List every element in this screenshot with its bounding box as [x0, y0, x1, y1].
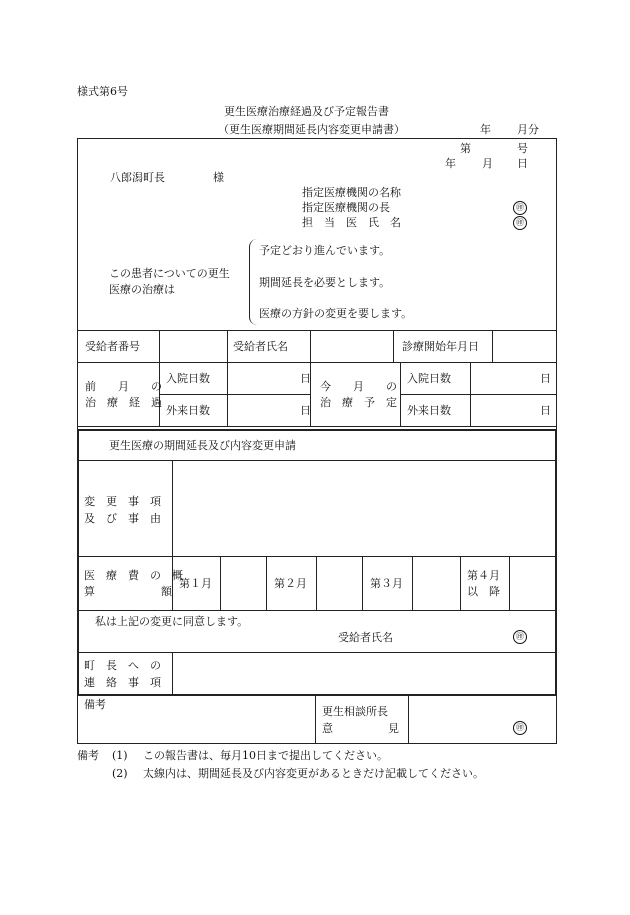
seal-mark: ㊞: [513, 721, 527, 735]
curr-outpatient-days-label: 外来日数: [407, 404, 451, 417]
patient-statement-line2: 医療の治療は: [109, 283, 175, 296]
date-month-label: 月: [482, 157, 493, 170]
prev-outpatient-days-label: 外来日数: [166, 404, 210, 417]
month-4-label-line2: 以 降: [467, 585, 500, 598]
month-4-label-line1: 第４月: [467, 569, 500, 582]
change-items-label-line1: 変 更 事 項: [84, 495, 161, 508]
note-2-number: (2): [112, 767, 128, 780]
consent-statement: 私は上記の変更に同意します。: [95, 615, 249, 628]
current-month-label-line1: 今 月 の: [320, 380, 397, 393]
option-policy-change: 医療の方針の変更を要します。: [259, 307, 413, 320]
seal-mark: ㊞: [513, 630, 527, 644]
mayor-notes-label-line1: 町 長 へ の: [84, 659, 161, 672]
seal-mark: ㊞: [513, 216, 527, 230]
month-2-label: 第２月: [274, 577, 307, 590]
honorific: 様: [213, 171, 224, 184]
form-title: 更生医療治療経過及び予定報告書: [224, 105, 389, 118]
option-on-schedule: 予定どおり進んでいます。: [259, 244, 391, 257]
office-opinion-label-line1: 更生相談所長: [322, 705, 388, 718]
form-number: 様式第6号: [77, 85, 128, 98]
office-opinion-label-line2: 意 見: [322, 722, 399, 735]
current-month-label-line2: 治 療 予 定: [320, 396, 397, 409]
mayor-notes-label-line2: 連 絡 事 項: [84, 676, 161, 689]
request-heading: 更生医療の期間延長及び内容変更申請: [109, 439, 296, 452]
date-day-label: 日: [517, 157, 528, 170]
number-dai-label: 第: [460, 142, 471, 155]
day-unit: 日: [300, 404, 311, 417]
recipient-name-label: 受給者氏名: [233, 340, 288, 353]
number-go-label: 号: [517, 142, 528, 155]
institution-name-label: 指定医療機関の名称: [302, 186, 401, 199]
treatment-start-date-label: 診療開始年月日: [402, 340, 479, 353]
curr-inpatient-days-label: 入院日数: [407, 372, 451, 385]
patient-statement-line1: この患者についての更生: [109, 267, 230, 280]
month-3-label: 第３月: [370, 577, 403, 590]
note-1-number: (1): [112, 749, 128, 762]
option-extension: 期間延長を必要とします。: [259, 276, 391, 289]
cost-estimate-label-line1: 医 療 費 の 概: [84, 569, 183, 582]
date-year-label: 年: [445, 157, 456, 170]
day-unit: 日: [540, 404, 551, 417]
remarks-label: 備考: [84, 698, 106, 711]
seal-mark: ㊞: [513, 201, 527, 215]
recipient-signature-label: 受給者氏名: [338, 631, 393, 644]
note-2-text: 太線内は、期間延長及び内容変更があるときだけ記載してください。: [143, 767, 484, 780]
prev-inpatient-days-label: 入院日数: [166, 372, 210, 385]
recipient-number-label: 受給者番号: [85, 340, 140, 353]
doctor-name-label: 担 当 医 氏 名: [302, 216, 401, 229]
addressee: 八郎潟町長: [110, 171, 165, 184]
header-month-label: 月分: [517, 123, 539, 136]
month-1-label: 第１月: [179, 577, 212, 590]
cost-estimate-label-line2: 算 額: [84, 585, 172, 598]
note-1-text: この報告書は、毎月10日まで提出してください。: [143, 749, 388, 762]
day-unit: 日: [300, 372, 311, 385]
option-brace: [249, 239, 258, 325]
header-year-label: 年: [480, 123, 491, 136]
form-subtitle: （更生医療期間延長内容変更申請書）: [218, 123, 405, 136]
previous-month-label-line1: 前 月 の: [85, 380, 162, 393]
institution-head-label: 指定医療機関の長: [302, 201, 390, 214]
change-items-label-line2: 及 び 事 由: [84, 512, 161, 525]
notes-label: 備考: [77, 749, 99, 762]
previous-month-label-line2: 治 療 経 過: [85, 396, 162, 409]
day-unit: 日: [540, 372, 551, 385]
